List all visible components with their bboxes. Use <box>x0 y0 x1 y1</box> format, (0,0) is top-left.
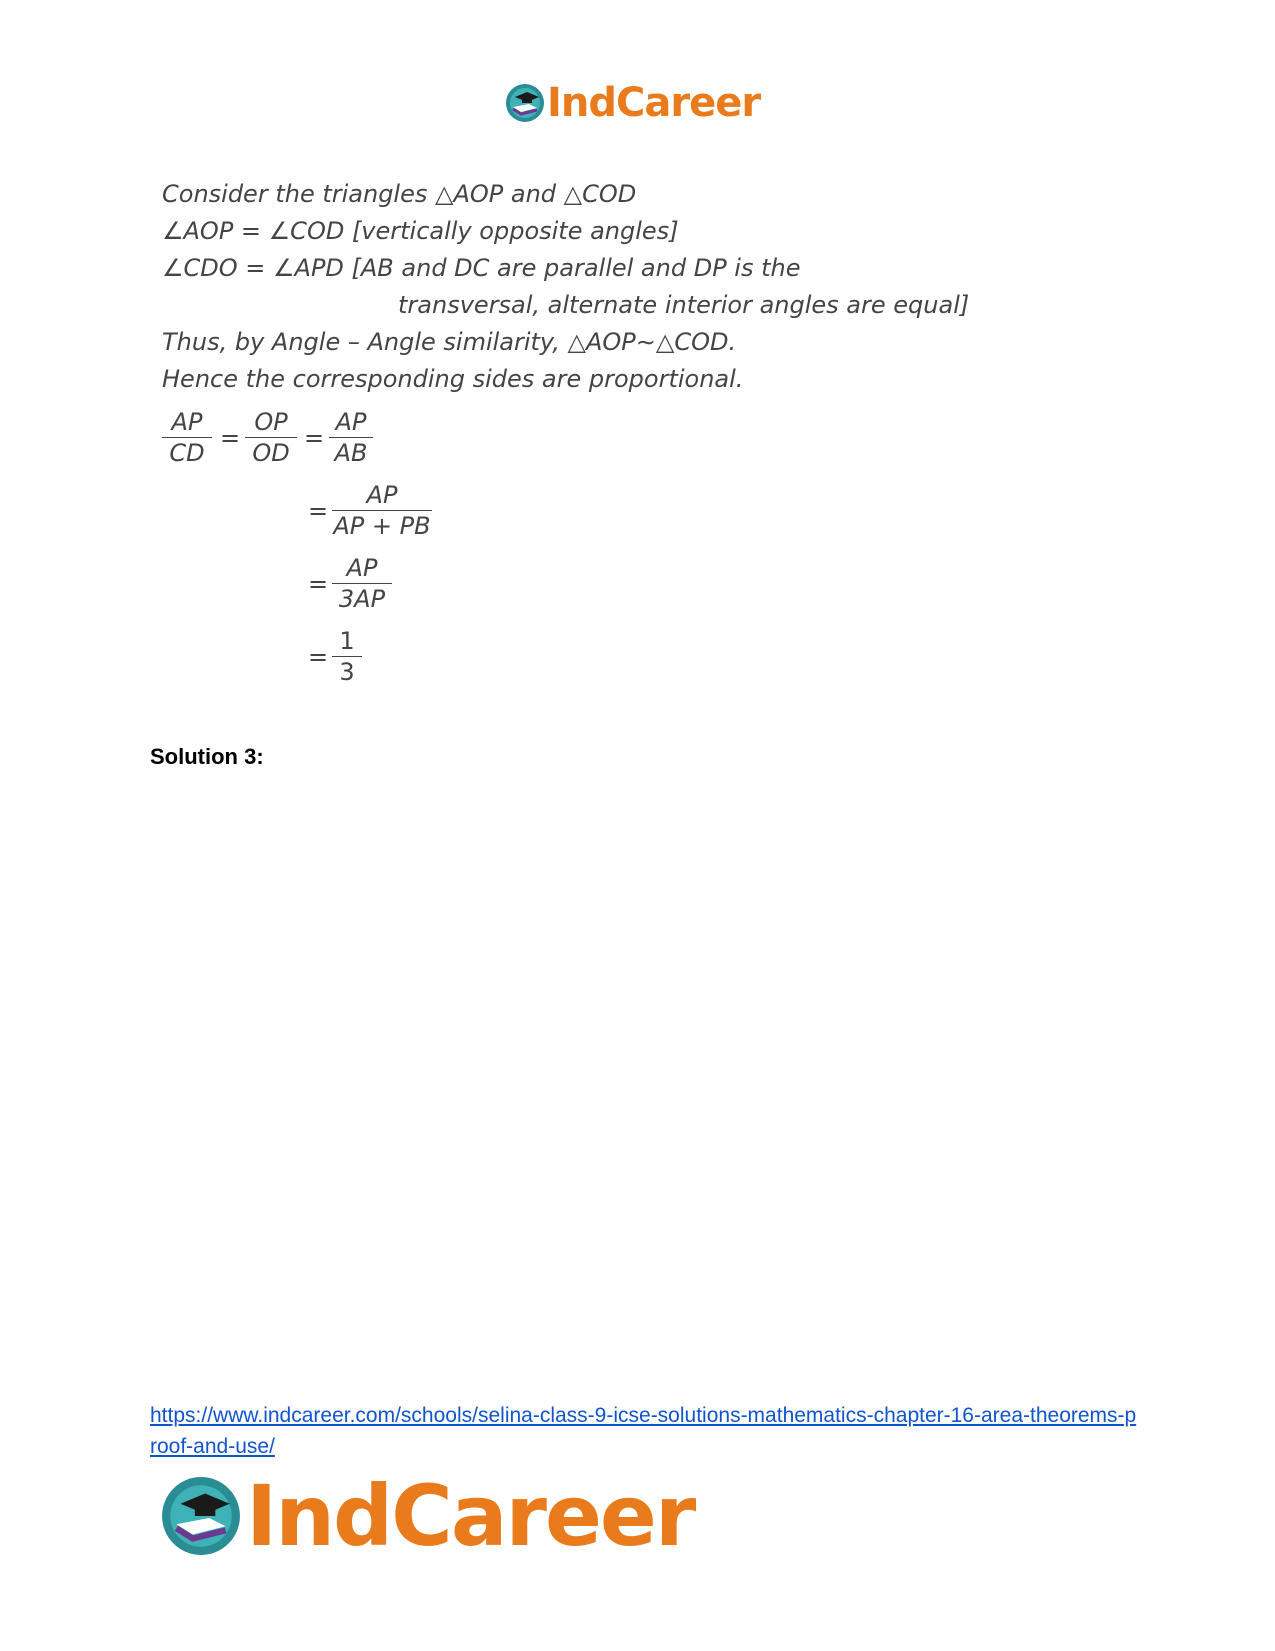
solution-heading: Solution 3: <box>150 744 264 769</box>
graduation-book-icon <box>505 83 545 123</box>
logo-text: IndCareer <box>547 80 761 126</box>
math-line-4: transversal, alternate interior angles are equal] <box>398 291 970 319</box>
math-line-6: Hence the corresponding sides are proportional. <box>162 365 744 393</box>
math-line-3: ∠CDO = ∠APD [AB and DC are parallel and DP is the <box>162 254 801 282</box>
fraction-ap-cd: AP CD <box>162 407 212 468</box>
fraction-op-od: OP OD <box>245 407 297 468</box>
fraction-ap-over-ap-plus-pb: AP AP + PB <box>333 481 431 540</box>
equals-sign: = <box>308 497 329 525</box>
header-logo <box>505 80 760 126</box>
fraction-ap-ab: AP AB <box>329 407 373 468</box>
equals-sign: = <box>304 424 325 452</box>
math-line-1: Consider the triangles △AOP and △COD <box>162 180 637 208</box>
logo-text: IndCareer <box>246 1467 695 1565</box>
footer-logo <box>160 1467 695 1565</box>
math-line-2: ∠AOP = ∠COD [vertically opposite angles] <box>162 217 679 245</box>
source-url-link[interactable]: https://www.indcareer.com/schools/selina-class-9-icse-solutions-mathematics-chapter-16-area-theorems-proof-and-use/ <box>150 1404 1137 1458</box>
equals-sign: = <box>220 424 241 452</box>
equals-sign: = <box>308 643 329 671</box>
equals-sign: = <box>308 570 329 598</box>
fraction-one-third: 1 3 <box>332 626 362 687</box>
graduation-book-icon <box>160 1475 242 1557</box>
fraction-ap-over-3ap: AP 3AP <box>332 553 392 614</box>
math-line-5: Thus, by Angle – Angle similarity, △AOP∼△COD. <box>162 328 737 356</box>
